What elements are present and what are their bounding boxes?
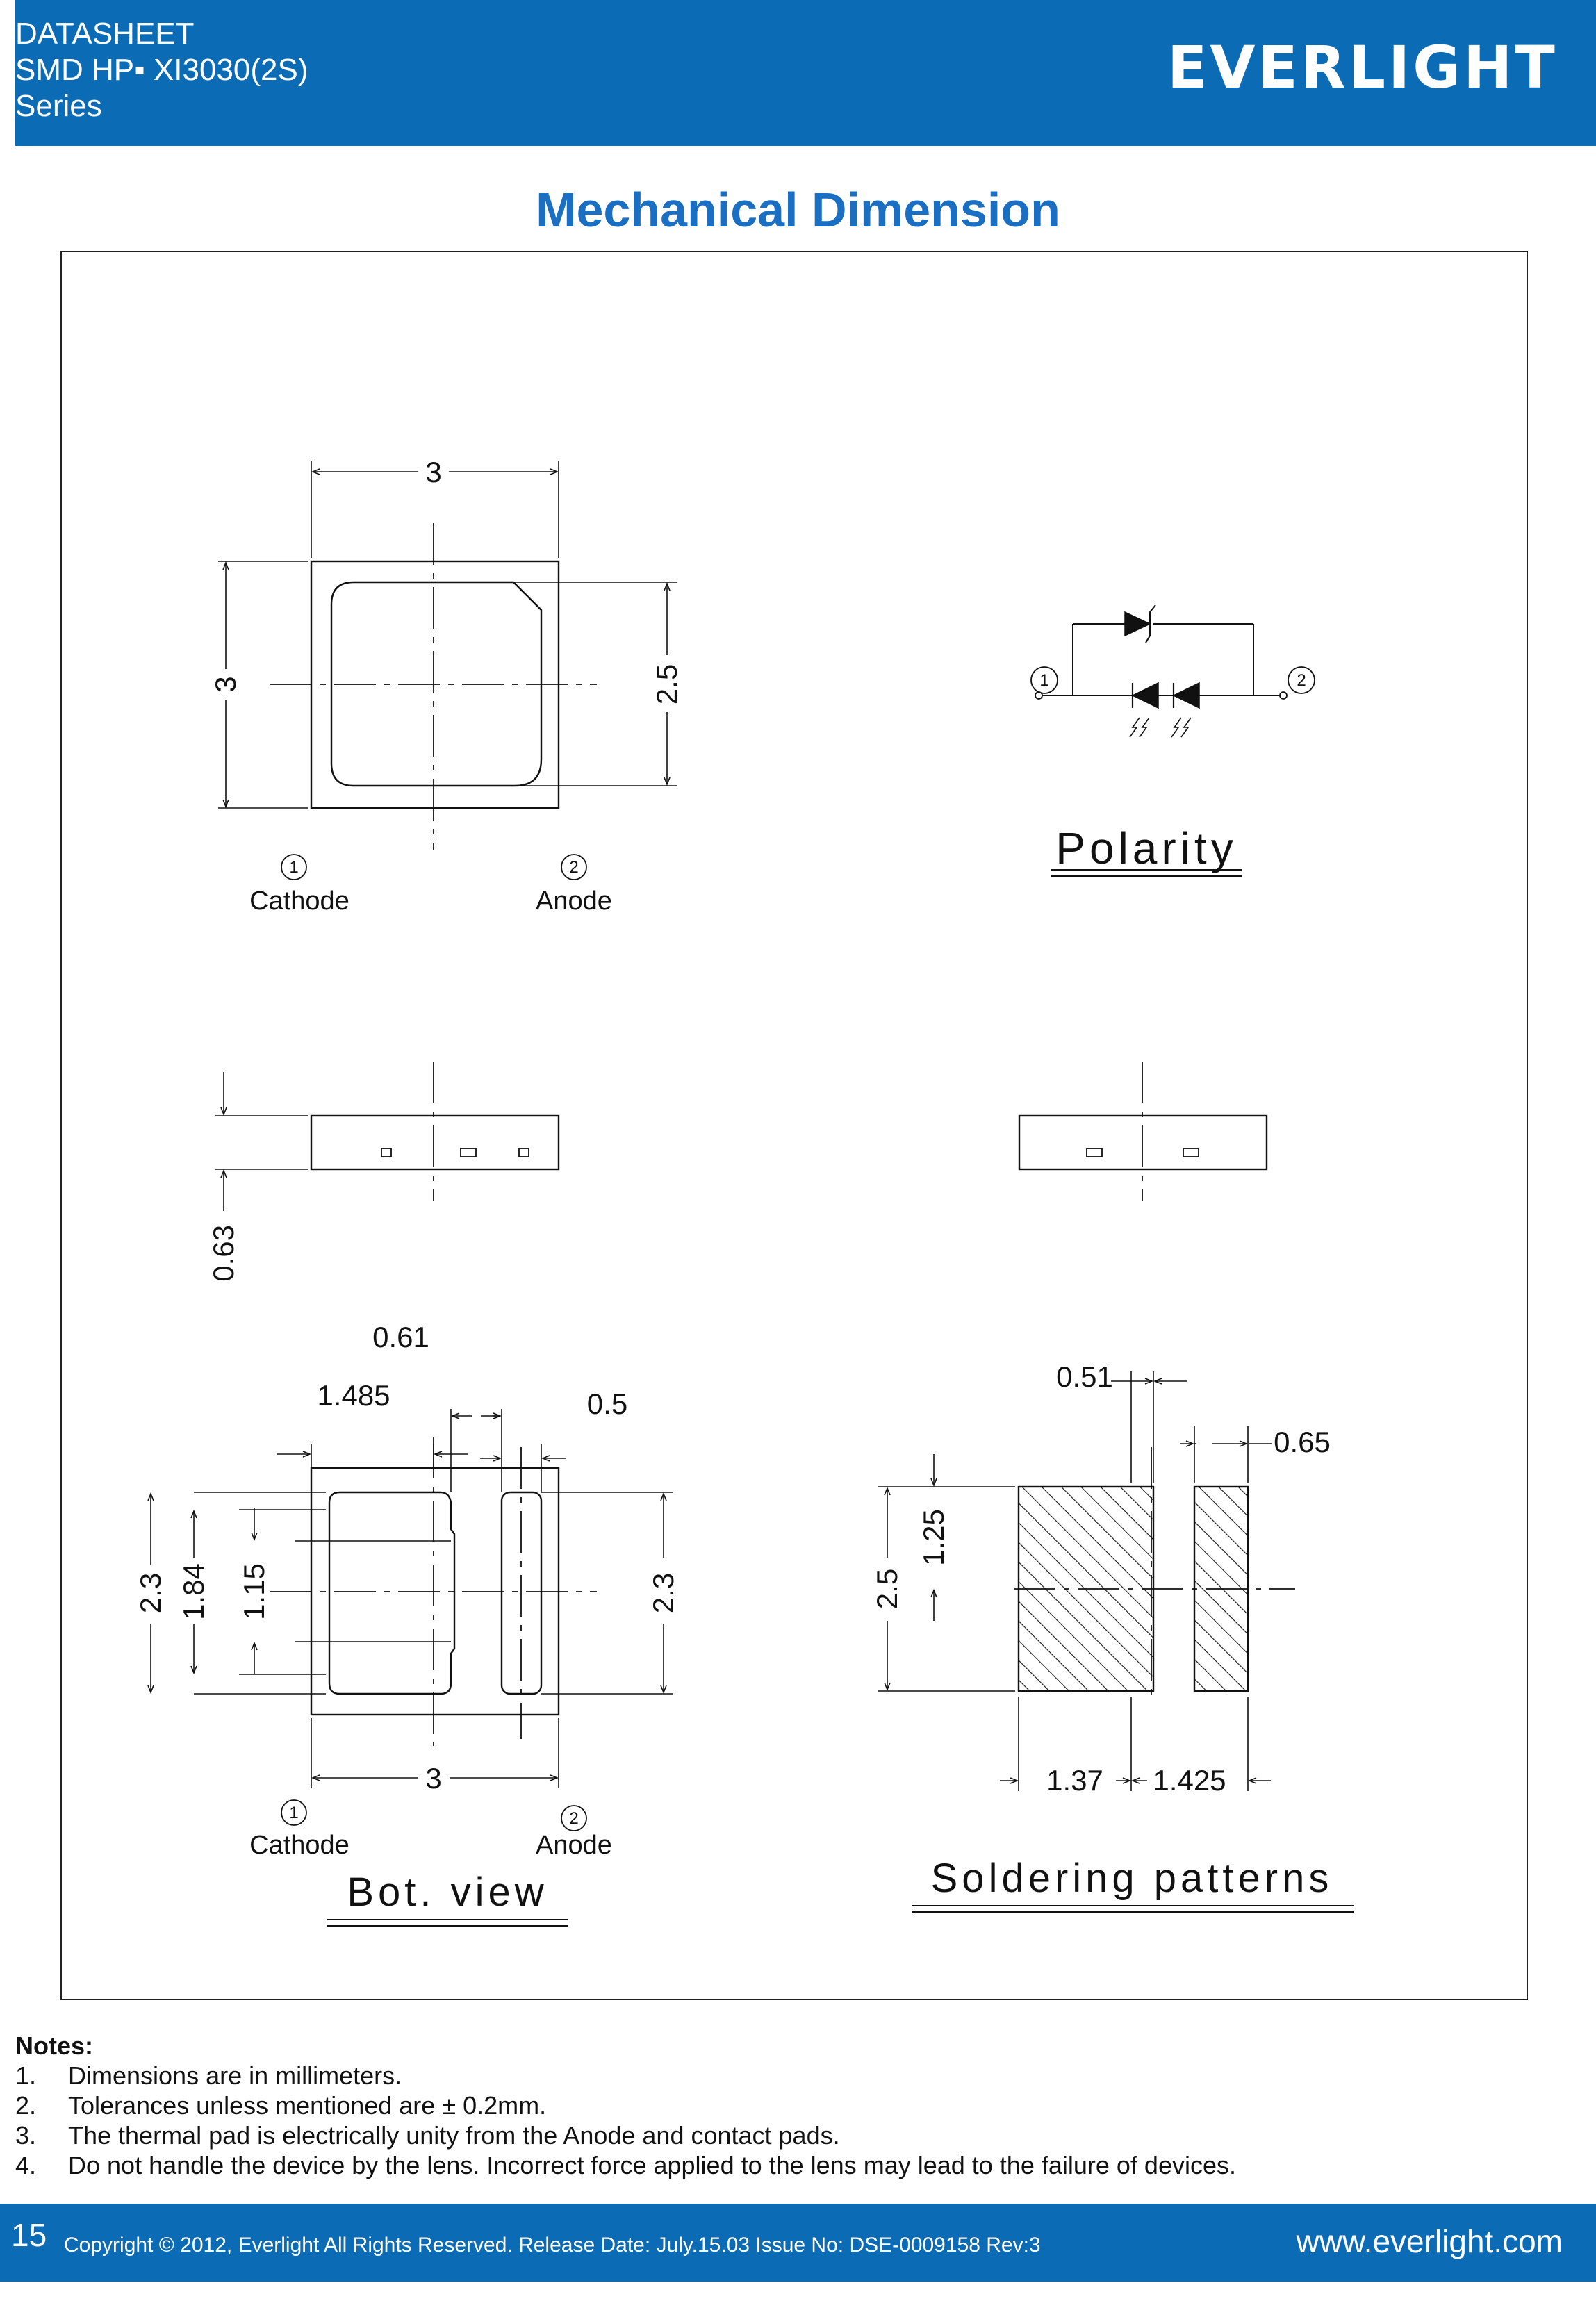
- top-height-dim: 3: [209, 676, 242, 693]
- note-item: [15, 2061, 1236, 2091]
- notes-section: [15, 2031, 1236, 2180]
- side-view-right: [1019, 1062, 1267, 1201]
- solder-dim-1-25: 1.25: [917, 1509, 950, 1566]
- page-title: Mechanical Dimension: [536, 183, 1060, 237]
- solder-dim-2-5: 2.5: [871, 1568, 903, 1610]
- website-link[interactable]: www.everlight.com: [1296, 2223, 1563, 2259]
- header-doc-type: DATASHEET: [15, 17, 195, 51]
- bottom-dim-1-485: 1.485: [317, 1379, 390, 1412]
- bottom-anode-label: Anode: [536, 1831, 612, 1860]
- drawing-frame: [60, 251, 1528, 2000]
- note-item: [15, 2120, 1236, 2150]
- top-lens-dim: 2.5: [650, 663, 683, 705]
- solder-dim-0-51: 0.51: [1056, 1360, 1113, 1393]
- bottom-dim-1-15: 1.15: [238, 1563, 270, 1620]
- header-series: Series: [15, 89, 102, 123]
- bottom-view-title: Bot. view: [347, 1870, 548, 1915]
- bottom-dim-2-3-left: 2.3: [134, 1572, 167, 1614]
- solder-dim-0-65: 0.65: [1274, 1426, 1331, 1458]
- note-number: 1.: [15, 2061, 37, 2090]
- page-number: 15: [11, 2217, 47, 2253]
- bottom-thermal-pad: [329, 1492, 454, 1694]
- note-item: [15, 2150, 1236, 2180]
- mechanical-drawing: [62, 252, 1527, 1999]
- bottom-dim-0-5: 0.5: [586, 1387, 628, 1420]
- everlight-logo: EVERLIGHT: [1167, 33, 1558, 101]
- note-text: The thermal pad is electrically unity from the Anode and contact pads.: [68, 2121, 840, 2150]
- note-item: [15, 2091, 1236, 2120]
- note-number: 4.: [15, 2151, 37, 2179]
- polarity-pin1-num: 1: [1039, 671, 1049, 690]
- solder-dim-1-425: 1.425: [1153, 1764, 1226, 1797]
- polarity-title: Polarity: [1055, 823, 1237, 873]
- bottom-cathode-label: Cathode: [249, 1831, 349, 1860]
- soldering-title: Soldering patterns: [930, 1856, 1333, 1901]
- top-cathode-label: Cathode: [249, 887, 349, 916]
- top-pin2-num: 2: [569, 858, 579, 877]
- top-pin1-num: 1: [289, 858, 299, 877]
- bottom-dim-2-3-right: 2.3: [647, 1572, 680, 1614]
- top-anode-label: Anode: [536, 887, 612, 916]
- top-width-dim: 3: [425, 456, 442, 488]
- polarity-pin2-num: 2: [1297, 671, 1306, 690]
- note-text: Tolerances unless mentioned are ± 0.2mm.: [68, 2091, 547, 2120]
- solder-dim-1-37: 1.37: [1046, 1764, 1103, 1797]
- side-view-left: [215, 1062, 559, 1211]
- bottom-dim-1-84: 1.84: [177, 1563, 210, 1620]
- copyright-text: Copyright © 2012, Everlight All Rights Reserved. Release Date: July.15.03 Issue No: DSE-0009158 Rev:3: [64, 2234, 1041, 2257]
- note-number: 3.: [15, 2121, 37, 2150]
- note-number: 2.: [15, 2091, 37, 2120]
- bottom-pin1-num: 1: [289, 1804, 299, 1822]
- notes-title: Notes:: [15, 2031, 94, 2060]
- bottom-dim-3: 3: [425, 1762, 442, 1795]
- top-view: [218, 461, 677, 880]
- note-text: Do not handle the device by the lens. Incorrect force applied to the lens may lead to the failure of devices.: [68, 2151, 1236, 2179]
- header-product: SMD HP▪ XI3030(2S): [15, 53, 308, 87]
- side-height-dim: 0.63: [207, 1225, 240, 1282]
- bottom-pin2-num: 2: [569, 1809, 579, 1828]
- note-text: Dimensions are in millimeters.: [68, 2061, 402, 2090]
- footer-bar: [0, 2204, 1596, 2282]
- bottom-dim-0-61: 0.61: [372, 1321, 429, 1353]
